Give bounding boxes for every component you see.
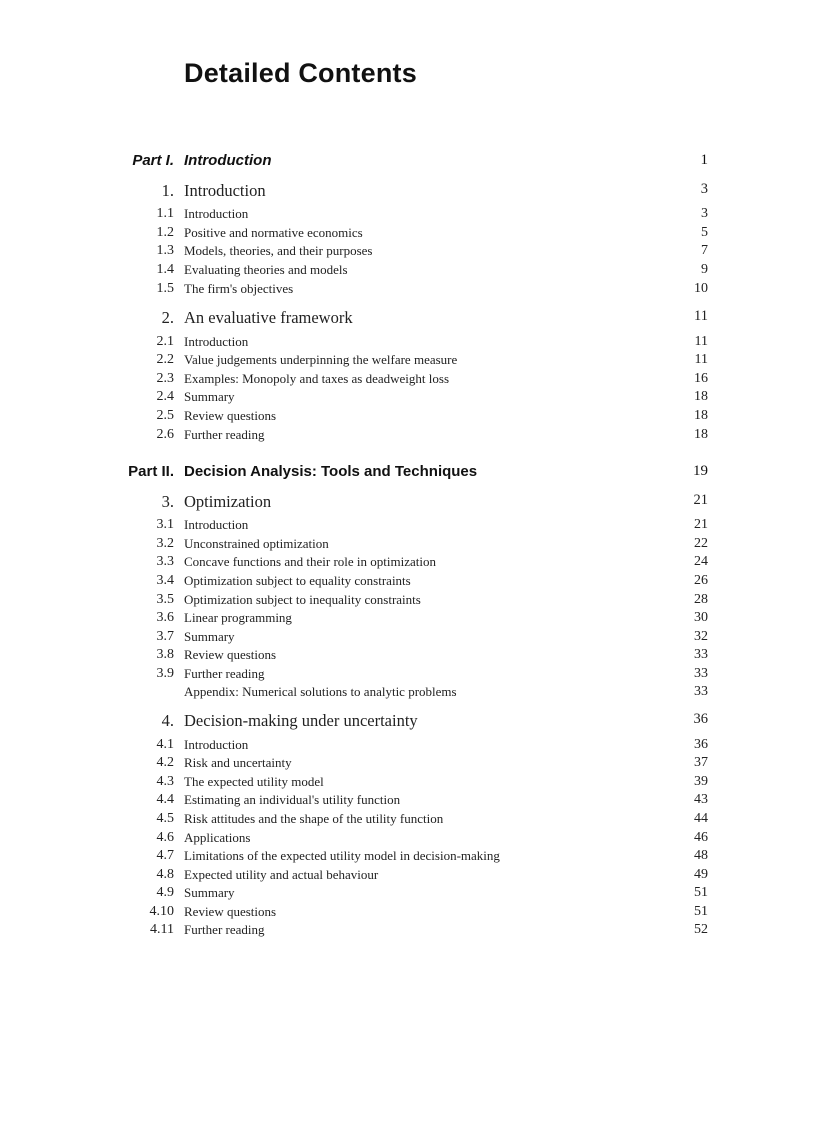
toc-section-entry (0, 755, 816, 775)
toc-section-entry (0, 408, 816, 428)
part-title: Introduction (184, 152, 272, 169)
section-title: Summary (184, 389, 235, 404)
section-title: Limitations of the expected utility model in decision-making (184, 848, 500, 863)
toc-section-entry (0, 684, 816, 704)
page-number: 44 (694, 811, 708, 826)
toc-section-entry (0, 517, 816, 537)
toc-chapter-entry (0, 711, 816, 731)
chapter-title: Optimization (184, 492, 272, 511)
section-title: Further reading (184, 666, 265, 681)
chapter-number: 3. (161, 492, 174, 511)
toc-chapter-entry (0, 181, 816, 201)
section-title: Risk and uncertainty (184, 755, 292, 770)
toc-section-entry (0, 262, 816, 282)
toc-section-entry (0, 737, 816, 757)
section-number: 4.4 (156, 792, 174, 807)
page-number: 39 (694, 774, 708, 789)
section-title: Introduction (184, 206, 249, 221)
section-number: 3.6 (156, 610, 174, 625)
section-number: 4.3 (156, 774, 174, 789)
section-number: 4.2 (156, 755, 174, 770)
page-number: 43 (694, 792, 708, 807)
section-number: 3.9 (156, 666, 174, 681)
toc-part-heading (0, 463, 816, 483)
page-number: 1 (700, 152, 708, 168)
section-number: 1.3 (156, 243, 174, 258)
section-title: Review questions (184, 904, 277, 919)
section-number: 3.8 (156, 647, 174, 662)
page-number: 21 (694, 517, 708, 532)
section-number: 4.10 (149, 904, 174, 919)
section-title: Value judgements underpinning the welfare measure (184, 352, 458, 367)
toc-section-entry (0, 666, 816, 686)
toc-section-entry (0, 573, 816, 593)
section-title: Evaluating theories and models (184, 262, 348, 277)
section-title: Summary (184, 885, 235, 900)
chapter-number: 2. (161, 308, 174, 327)
section-number: 4.9 (156, 885, 174, 900)
toc-section-entry (0, 427, 816, 447)
page-number: 28 (694, 592, 708, 607)
page-number: 49 (694, 867, 708, 882)
chapter-number: 1. (161, 181, 174, 200)
page-number: 18 (694, 427, 708, 442)
page-number: 18 (694, 389, 708, 404)
toc-section-entry (0, 389, 816, 409)
page-number: 46 (694, 830, 708, 845)
part-label: Part II. (128, 463, 174, 480)
section-number: 1.4 (156, 262, 174, 277)
section-title: Unconstrained optimization (184, 536, 329, 551)
page-number: 36 (693, 711, 708, 727)
page-title: Detailed Contents (184, 58, 417, 88)
section-number: 4.6 (156, 830, 174, 845)
toc-section-entry (0, 281, 816, 301)
section-number: 4.5 (156, 811, 174, 826)
section-number: 3.1 (156, 517, 174, 532)
page-number: 36 (694, 737, 708, 752)
section-title: Linear programming (184, 610, 292, 625)
page-number: 7 (701, 243, 708, 258)
section-number: 3.5 (156, 592, 174, 607)
toc-section-entry (0, 334, 816, 354)
section-number: 3.4 (156, 573, 174, 588)
section-title: Concave functions and their role in optimization (184, 554, 436, 569)
page-number: 37 (694, 755, 708, 770)
section-title: Review questions (184, 408, 277, 423)
page-number: 33 (694, 666, 708, 681)
section-title: Optimization subject to inequality constraints (184, 592, 421, 607)
page-number: 9 (701, 262, 708, 277)
toc-section-entry (0, 536, 816, 556)
section-title: Examples: Monopoly and taxes as deadweight loss (184, 371, 450, 386)
page-number: 19 (693, 463, 708, 479)
section-title: Appendix: Numerical solutions to analytic problems (184, 684, 457, 699)
section-number: 2.5 (156, 408, 174, 423)
section-title: Models, theories, and their purposes (184, 243, 373, 258)
section-number: 2.1 (156, 334, 174, 349)
section-title: Introduction (184, 517, 249, 532)
toc-section-entry (0, 371, 816, 391)
page-number: 22 (694, 536, 708, 551)
toc-section-entry (0, 592, 816, 612)
page-number: 48 (694, 848, 708, 863)
section-title: The expected utility model (184, 774, 324, 789)
toc-section-entry (0, 647, 816, 667)
part-label: Part I. (132, 152, 174, 169)
chapter-title: Introduction (184, 181, 266, 200)
section-title: Review questions (184, 647, 277, 662)
section-number: 3.3 (156, 554, 174, 569)
page-number: 3 (701, 206, 708, 221)
toc-section-entry (0, 792, 816, 812)
section-number: 4.11 (150, 922, 174, 937)
section-number: 1.5 (156, 281, 174, 296)
page-number: 32 (694, 629, 708, 644)
section-title: Applications (184, 830, 251, 845)
section-number: 3.2 (156, 536, 174, 551)
toc-section-entry (0, 848, 816, 868)
page-number: 26 (694, 573, 708, 588)
chapter-title: An evaluative framework (184, 308, 353, 327)
page-number: 3 (700, 181, 708, 197)
part-title: Decision Analysis: Tools and Techniques (184, 463, 478, 480)
toc-section-entry (0, 629, 816, 649)
section-title: The firm's objectives (184, 281, 294, 296)
section-number: 2.4 (156, 389, 174, 404)
page-number: 24 (694, 554, 708, 569)
toc-section-entry (0, 867, 816, 887)
chapter-title: Decision-making under uncertainty (184, 711, 418, 730)
page-number: 11 (694, 352, 708, 367)
toc-section-entry (0, 830, 816, 850)
toc-chapter-entry (0, 492, 816, 512)
section-title: Further reading (184, 922, 265, 937)
section-title: Optimization subject to equality constraints (184, 573, 411, 588)
toc-section-entry (0, 554, 816, 574)
page-number: 51 (694, 885, 708, 900)
page-number: 11 (694, 308, 708, 324)
toc-section-entry (0, 243, 816, 263)
page-number: 51 (694, 904, 708, 919)
section-number: 4.1 (156, 737, 174, 752)
section-title: Introduction (184, 334, 249, 349)
toc-section-entry (0, 885, 816, 905)
section-title: Expected utility and actual behaviour (184, 867, 379, 882)
toc-chapter-entry (0, 308, 816, 328)
section-number: 2.6 (156, 427, 174, 442)
toc-section-entry (0, 352, 816, 372)
page-number: 30 (694, 610, 708, 625)
page-number: 18 (694, 408, 708, 423)
page-number: 5 (701, 225, 708, 240)
section-number: 2.3 (156, 371, 174, 386)
page-number: 33 (694, 684, 708, 699)
section-title: Estimating an individual's utility function (184, 792, 401, 807)
toc-part-heading (0, 152, 816, 172)
page-number: 11 (694, 334, 708, 349)
toc-section-entry (0, 774, 816, 794)
section-number: 1.1 (156, 206, 174, 221)
toc-section-entry (0, 904, 816, 924)
section-number: 1.2 (156, 225, 174, 240)
section-title: Introduction (184, 737, 249, 752)
section-title: Risk attitudes and the shape of the utility function (184, 811, 444, 826)
chapter-number: 4. (161, 711, 174, 730)
page-number: 10 (694, 281, 708, 296)
section-number: 3.7 (156, 629, 174, 644)
section-title: Summary (184, 629, 235, 644)
toc-section-entry (0, 610, 816, 630)
page-number: 21 (693, 492, 708, 508)
page-number: 33 (694, 647, 708, 662)
toc-section-entry (0, 206, 816, 226)
section-number: 4.7 (156, 848, 174, 863)
toc-section-entry (0, 922, 816, 942)
section-number: 2.2 (156, 352, 174, 367)
section-title: Positive and normative economics (184, 225, 363, 240)
section-title: Further reading (184, 427, 265, 442)
page-number: 16 (694, 371, 708, 386)
toc-section-entry (0, 811, 816, 831)
toc-section-entry (0, 225, 816, 245)
section-number: 4.8 (156, 867, 174, 882)
page-number: 52 (694, 922, 708, 937)
